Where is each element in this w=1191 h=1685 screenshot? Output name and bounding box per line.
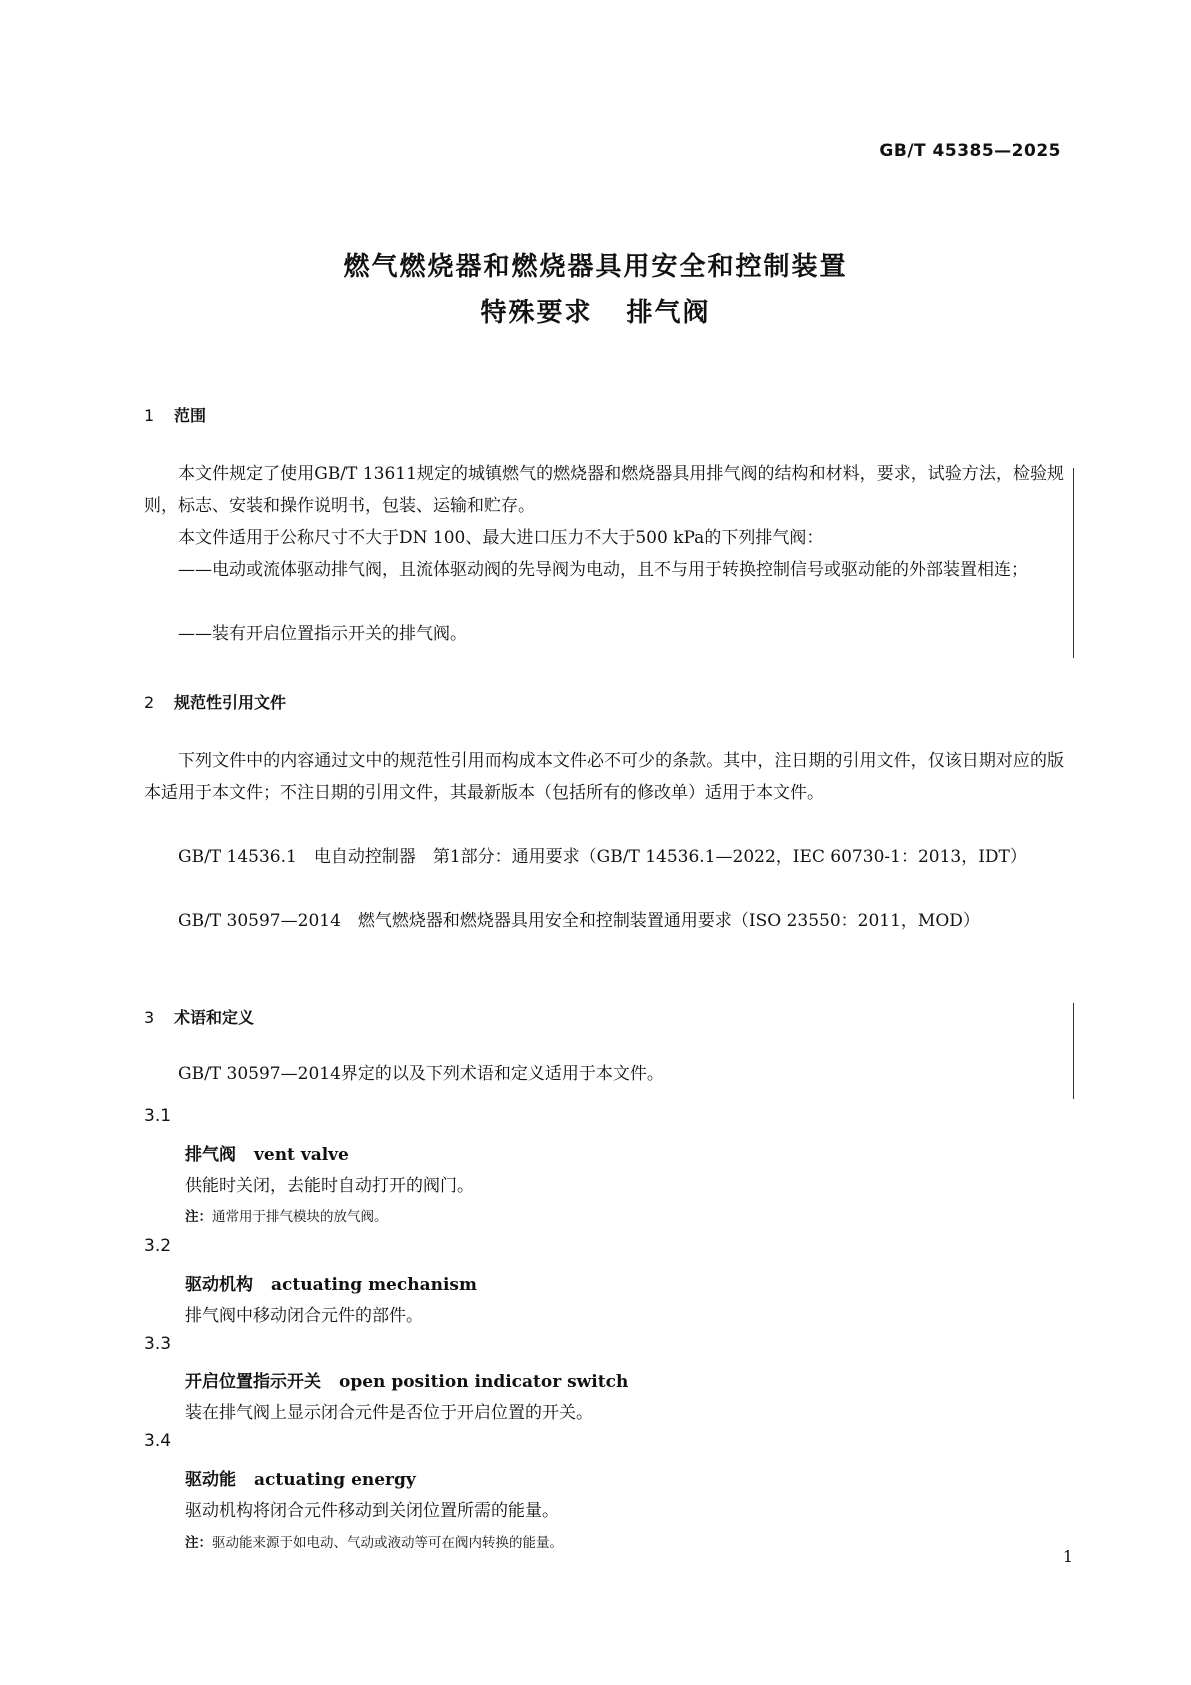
term-note	[185, 1531, 563, 1551]
standard-code: GB/T 45385—2025	[879, 141, 1061, 161]
term-english: open position indicator switch	[339, 1372, 629, 1392]
change-bar	[1073, 1003, 1074, 1099]
note-text: 通常用于排气模块的放气阀。	[212, 1209, 388, 1225]
reference-entry-2: GB/T 30597—2014 燃气燃烧器和燃烧器具用安全和控制装置通用要求（ISO 23550：2011，MOD）	[178, 911, 980, 931]
reference-entry-1: GB/T 14536.1 电自动控制器 第1部分：通用要求（GB/T 14536.1—2022，IEC 60730-1：2013，IDT）	[178, 847, 1027, 867]
term-number: 3.4	[144, 1431, 172, 1451]
term-definition: 驱动机构将闭合元件移动到关闭位置所需的能量。	[185, 1501, 559, 1521]
section-1-heading	[144, 403, 206, 426]
term-number: 3.2	[144, 1236, 172, 1256]
section-title: 范围	[174, 406, 207, 425]
terms-intro: GB/T 30597—2014界定的以及下列术语和定义适用于本文件。	[178, 1064, 664, 1084]
change-bar	[1073, 468, 1074, 658]
page-number: 1	[1062, 1547, 1073, 1566]
note-text: 驱动能来源于如电动、气动或液动等可在阀内转换的能量。	[212, 1535, 563, 1551]
term-chinese: 驱动机构	[185, 1275, 253, 1295]
scope-paragraph-2: 本文件适用于公称尺寸不大于DN 100、最大进口压力不大于500 kPa的下列排气阀：	[178, 528, 824, 548]
scope-list-item-1: ——电动或流体驱动排气阀，且流体驱动阀的先导阀为电动，且不与用于转换控制信号或驱动能的外部装置相连；	[178, 560, 1028, 580]
document-title-line2	[0, 292, 1191, 329]
section-3-heading	[144, 1005, 254, 1028]
term-heading	[185, 1367, 628, 1392]
title-subtitle-part1: 特殊要求	[480, 298, 593, 328]
term-english: actuating energy	[254, 1470, 416, 1490]
document-title-line1: 燃气燃烧器和燃烧器具用安全和控制装置	[343, 252, 848, 282]
term-heading	[185, 1140, 349, 1165]
term-heading	[185, 1465, 416, 1490]
term-heading	[185, 1270, 477, 1295]
note-label: 注：	[185, 1209, 212, 1225]
term-number: 3.3	[144, 1334, 172, 1354]
term-english: vent valve	[254, 1145, 349, 1165]
note-label: 注：	[185, 1535, 212, 1551]
scope-list-item-2: ——装有开启位置指示开关的排气阀。	[178, 624, 467, 644]
section-title: 规范性引用文件	[174, 693, 287, 712]
term-definition: 排气阀中移动闭合元件的部件。	[185, 1306, 423, 1326]
term-note	[185, 1205, 388, 1225]
term-english: actuating mechanism	[271, 1275, 477, 1295]
section-number: 2	[144, 693, 155, 712]
normative-references-intro: 下列文件中的内容通过文中的规范性引用而构成本文件必不可少的条款。其中，注日期的引用文件，仅该日期对应的版本适用于本文件；不注日期的引用文件，其最新版本（包括所有的修改单）适用于本文件。	[144, 751, 1064, 803]
term-chinese: 排气阀	[185, 1145, 236, 1165]
section-number: 3	[144, 1008, 155, 1027]
section-number: 1	[144, 406, 155, 425]
section-2-heading	[144, 690, 286, 713]
term-definition: 供能时关闭，去能时自动打开的阀门。	[185, 1176, 474, 1196]
term-chinese: 驱动能	[185, 1470, 236, 1490]
scope-paragraph-1: 本文件规定了使用GB/T 13611规定的城镇燃气的燃烧器和燃烧器具用排气阀的结构和材料，要求，试验方法，检验规则，标志、安装和操作说明书，包装、运输和贮存。	[144, 464, 1064, 516]
term-number: 3.1	[144, 1106, 172, 1126]
term-chinese: 开启位置指示开关	[185, 1372, 321, 1392]
term-definition: 装在排气阀上显示闭合元件是否位于开启位置的开关。	[185, 1403, 593, 1423]
section-title: 术语和定义	[174, 1008, 255, 1027]
title-subtitle-part2: 排气阀	[626, 298, 711, 328]
